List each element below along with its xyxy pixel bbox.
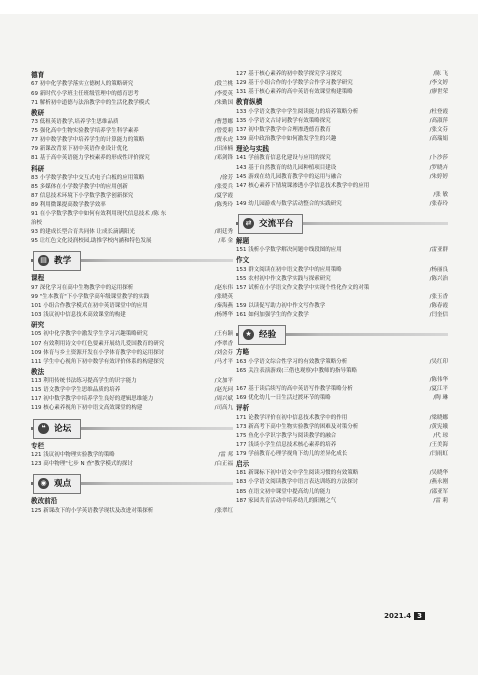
entry-title: 163 小学语文综合性学习的有效教学策略分析 [236,358,348,365]
toc-entry[interactable] [31,302,233,311]
entry-author: /徐芳 [220,174,233,181]
entry-title: 179 学前教育心理学视角下幼儿的差异化成长 [236,450,348,457]
toc-entry[interactable] [236,497,448,506]
toc-entry[interactable] [236,469,448,478]
section-banner [236,214,448,233]
entry-author: /高瑞娟 [429,135,448,142]
entry-author: /闫雨虹 [429,450,448,457]
entry-author: /李爱英 [214,90,233,97]
toc-entry[interactable] [236,423,448,432]
entry-author: /张爱兵 [214,184,233,191]
toc-entry[interactable] [31,386,233,395]
page-footer [384,612,425,620]
toc-entry[interactable] [31,237,233,246]
toc-entry[interactable] [236,358,448,367]
toc-entry[interactable] [31,127,233,136]
toc-entry[interactable] [236,302,448,311]
entry-author: /朱勤国 [214,99,233,106]
toc-entry[interactable] [236,173,448,182]
category-heading: 教法 [31,367,45,376]
toc-entry[interactable] [31,507,233,516]
entry-author: /罗晓卉 [429,164,448,171]
entry-author: /马才平 [214,358,233,365]
entry-title: 87 信息技术环境下小学数学教学创新探究 [31,193,134,200]
entry-author: /刘会芬 [214,349,233,356]
toc-entry[interactable] [31,154,233,163]
toc-entry[interactable] [31,192,233,201]
toc-entry[interactable] [236,70,448,79]
toc-entry[interactable] [236,126,448,135]
entry-author: /代 琼 [433,432,448,439]
section-banner [31,251,233,270]
entry-author: /雷 莉 [433,497,448,504]
entry-title: 143 基于自然教育的幼儿园种植项目建设 [236,164,337,171]
entry-author: /邵亚军 [429,488,448,495]
entry-author: /周兴斌 [214,396,233,403]
entry-author: /卜沙莎 [429,155,448,162]
entry-title: 99 "生本教育"下小学数学高年级课堂教学的实践 [31,293,150,300]
toc-entry[interactable] [31,201,233,210]
entry-title: 165 关注表演游戏(三借也观察)中教师的指导策略 [236,367,358,374]
entry-title: 75 强化高中生物实验教学培养学生科学素养 [31,128,139,135]
entry-title: 107 有效利用诗文中红色要素开展幼儿爱国教育的研究 [31,340,165,347]
banner-title: 教学 [54,256,72,267]
toc-entry[interactable] [236,266,448,275]
entry-title: 115 语文教学中学生思维品质的培养 [31,387,121,394]
entry-author: /廖世荣 [429,89,448,96]
entry-title: 141 学前教育信息化建设与应用的探究 [236,155,331,162]
issue-number: 2021.4 [384,612,412,620]
category-heading: 课程 [31,274,45,283]
toc-entry[interactable] [236,117,448,126]
speech-icon: ❝ [38,423,49,434]
category-heading: 解题 [236,236,250,245]
entry-author: /吴晓华 [429,470,448,477]
category-heading: 教研 [31,108,45,117]
link-icon: ⇄ [243,218,254,229]
entry-title: 105 初中化学教学中激发学生学习兴趣策略研究 [31,331,148,338]
entry-title: 133 小学语文教学中学生阅读能力的培养策略分析 [236,108,359,115]
category-heading: 教育纵横 [236,98,263,107]
entry-title: 131 基于核心素养的高中英语有效课堂构建策略 [236,89,353,96]
toc-entry[interactable] [236,284,448,293]
toc-entry[interactable] [31,136,233,145]
toc-entry[interactable] [31,358,233,367]
entry-author: /张文芬 [429,126,448,133]
entry-author: /闫奎信 [429,312,448,319]
entry-title: 93 的建成长型合育共同体 让成长滴满阳光 [31,229,135,236]
entry-title: 153 群文阅读在初中语文教学中的应用策略 [236,266,342,273]
entry-author: /文加平 [214,378,233,385]
entry-title: 79 新课改背景下初中英语作业设计优化 [31,146,128,153]
banner-title: 交流平台 [259,218,294,229]
entry-author: /高淑萍 [429,117,448,124]
entry-title: 147 核心素养下情境课渗透小学信息技术教学中的应用 [236,182,370,189]
entry-author: /邓剑锋 [214,155,233,162]
entry-title: 171 论教学评价在初中信息技术教学中的作用 [236,414,348,421]
entry-author: /陈秀玲 [214,202,233,209]
entry-author: /秦海燕 [214,302,233,309]
entry-author: /陶 琳 [433,395,448,401]
entry-author: /张翠红 [214,507,233,514]
toc-entry[interactable] [236,246,448,255]
entry-author: /夏学霞 [214,193,233,200]
toc-entry[interactable] [236,182,448,191]
banner-label-box [238,325,286,345]
entry-author: /王有颖 [214,331,233,338]
toc-entry[interactable] [236,154,448,163]
entry-title: 85 多媒体在小学数学教学中的应用创新 [31,184,128,191]
category-heading: 作文 [236,256,250,265]
toc-entry[interactable] [31,99,233,108]
entry-author: /夏江平 [429,385,448,392]
entry-author: /雷 邦 [218,451,233,458]
banner-title: 论坛 [54,423,72,434]
entry-title: 71 解析初中道德与法治教学中的生活化教学模式 [31,99,150,106]
toc-entry[interactable] [236,488,448,497]
entry-title: 183 小学语文阅读教学中语言表达训练的方法探讨 [236,479,359,486]
toc-entry[interactable] [31,210,233,219]
entry-author: /曾爱莉 [214,128,233,135]
toc-entry[interactable] [236,478,448,487]
banner-label-box [33,474,81,494]
section-banner [31,474,233,493]
banner-title: 观点 [54,479,72,490]
entry-author: /吴红印 [429,358,448,365]
entry-title: 103 浅议初中信息技术高效课堂的构建 [31,311,126,318]
entry-continuation: 治校 [31,219,43,226]
entry-author: /陈春霞 [429,303,448,310]
entry-author: /赵光珂 [214,387,233,394]
toc-entry[interactable] [31,293,233,302]
entry-author: /胡廷秀 [214,229,233,236]
toc-entry[interactable] [31,311,233,320]
toc-entry[interactable] [31,404,233,413]
banner-title: 经验 [259,330,277,341]
toc-entry[interactable] [31,395,233,404]
toc-entry[interactable] [31,284,233,293]
entry-title: 123 高中物理"七步 N 查"教学模式的探讨 [31,461,133,468]
entry-title: 137 初中数学教学中合理渗透德育教育 [236,126,331,133]
entry-author: /燕永刚 [429,479,448,486]
category-heading: 理论与实践 [236,145,269,154]
entry-title: 89 利用微课提高数学教学效率 [31,202,106,209]
toc-entry[interactable] [236,135,448,144]
entry-title: 101 小组合作教学模式在初中英语课堂中的应用 [31,302,148,309]
toc-entry[interactable] [236,441,448,450]
entry-title: 109 体育与乡土资源开发在小学体育教学中的运用探讨 [31,349,165,356]
toc-entry[interactable] [31,228,233,237]
entry-author: /张春玲 [429,200,448,207]
entry-author: /赵东伟 [214,284,233,291]
toc-entry[interactable] [31,183,233,192]
entry-title: 139 高中政治教学中如何激发学生的兴趣 [236,135,337,142]
entry-continuation: /张 敏 [433,191,448,198]
entry-continuation: /张玉香 [429,294,448,301]
entry-author: /司高九 [214,405,233,412]
entry-author: /白正福 [214,461,233,468]
book-icon: ▤ [38,255,49,266]
entry-title: 119 核心素养视角下初中语文高效课堂的构建 [31,405,143,412]
entry-author: /陈兴治 [429,275,448,282]
entry-title: 67 初中化学教学落实立德树人的策略研究 [31,81,134,88]
toc-entry[interactable] [236,367,448,376]
category-heading: 方略 [236,348,250,357]
toc-entry[interactable] [31,340,233,349]
toc-entry[interactable] [236,88,448,97]
category-heading: 教改前沿 [31,497,58,506]
toc-entry[interactable] [31,330,233,339]
entry-author: /雷亚群 [429,247,448,254]
toc-entry[interactable] [31,174,233,183]
entry-title: 181 新课标下初中语文中学生阅读习惯的有效策略 [236,470,359,477]
entry-title: 97 深化学习在高中生物教学中的运用探析 [31,284,134,291]
entry-title: 161 如何加强学生的作文教学 [236,312,309,319]
toc-entry[interactable] [31,377,233,386]
entry-author: /陈 飞 [433,71,448,77]
entry-title: 185 在语文初中课堂中提高幼儿的能力 [236,488,331,495]
entry-author: /张晓英 [214,293,233,300]
entry-author: /黄宪娥 [429,423,448,430]
entry-title: 129 基于小组合作的小学数学合作学习教学研究 [236,80,353,87]
entry-continuation: /陈伟华 [429,376,448,383]
entry-title: 111 学生中心视角下初中数学有效评价体系的构建探究 [31,358,165,365]
toc-entry[interactable] [31,349,233,358]
entry-author: /段兰桃 [214,81,233,88]
star-icon: ★ [243,329,254,340]
category-heading: 研究 [31,321,45,329]
entry-title: 155 农村初中作文教学实践与探索研究 [236,275,331,282]
toc-entry[interactable] [236,275,448,284]
toc-entry[interactable] [31,451,233,460]
right-column [236,70,448,506]
toc-entry[interactable] [236,414,448,423]
category-heading: 科研 [31,164,45,173]
section-banner [31,419,233,438]
entry-author: /朱婷婷 [429,173,448,180]
entry-author: /李翠香 [214,340,233,347]
entry-title: 121 浅议初中物理实验教学的策略 [31,451,115,458]
toc-entry[interactable] [31,80,233,89]
entry-title: 73 低租英语教学,培养学生思维品质 [31,119,119,126]
entry-author: /曹慧娜 [214,119,233,126]
section-banner [236,325,448,344]
category-heading: 专栏 [31,441,45,450]
toc-entry[interactable] [236,385,448,394]
category-heading: 德育 [31,71,45,79]
entry-title: 83 小学数学教学中交互式电子白板的应用策略 [31,174,145,181]
toc-entry[interactable] [31,145,233,154]
page-number: 3 [414,612,425,620]
entry-title: 169 优化幼儿一日生活过渡环节的策略 [236,395,331,401]
entry-title: 117 初中数学教学中培养学生良好的逻辑思维能力 [31,396,154,403]
entry-title: 77 初中数学教学中培养学生的计算能力的策略 [31,137,145,144]
category-heading: 启示 [236,459,250,468]
entry-title: 91 在小学数学教学中如何有效利用现代信息技术 [31,211,150,218]
eye-icon: ◉ [38,478,49,489]
toc-entry[interactable] [236,311,448,320]
toc-entry[interactable] [236,108,448,117]
entry-author: /贾永虎 [214,137,233,144]
toc-entry[interactable] [236,79,448,88]
entry-author: /田沛楠 [214,146,233,153]
entry-author: /梁晓娜 [429,414,448,421]
toc-entry[interactable] [236,394,448,403]
banner-label-box [33,419,81,439]
entry-title: 149 幼儿园游戏与数学活动整合的实践研究 [236,200,342,207]
entry-title: 145 游戏在幼儿园教育教学中的运用与融合 [236,173,342,180]
entry-title: 127 基于核心素养的初中数学探究学习探究 [236,71,342,77]
toc-entry[interactable] [31,90,233,99]
entry-title: 81 基于高中英语能力学校素养的形成性评价探究 [31,155,150,162]
toc-entry[interactable] [31,460,233,469]
banner-label-box [33,251,81,271]
entry-title: 159 以读促写助力初中作文写作教学 [236,303,326,310]
toc-entry[interactable] [236,432,448,441]
entry-title: 173 新高考下高中生物实验教学的困难及对策分析 [236,423,359,430]
entry-author: /杨博华 [214,311,233,318]
entry-title: 167 基于读后续写的高中英语写作教学策略分析 [236,385,353,392]
entry-title: 157 试析在小学语文作文教学中实现个性化作文的对策 [236,285,370,292]
entry-title: 135 小学语文古诗词教学有效策略探究 [236,117,331,124]
toc-entry[interactable] [236,164,448,173]
toc-entry[interactable] [31,118,233,127]
entry-author: /邓 金 [218,238,233,245]
entry-title: 95 让红色文化浸润校园,助推学校内涵和特色发展 [31,238,152,245]
toc-entry[interactable] [236,200,448,209]
left-column [31,70,233,516]
toc-entry[interactable] [236,450,448,459]
entry-title: 113 利用传统书法练习提高学生的识字能力 [31,378,137,385]
entry-title: 125 新课改下的小学英语教学现状及改进对策探析 [31,507,154,514]
category-heading: 评析 [236,404,250,413]
entry-title: 177 浅谈小学生信息技术核心素养的培养 [236,441,337,448]
entry-author: /李文婷 [429,80,448,87]
entry-title: 151 浅析小学数学解决问题中线段图的应用 [236,247,342,254]
entry-title: 69 新时代小学班主任班级管理中的德育思考 [31,90,139,97]
entry-author: /杜登霞 [429,108,448,115]
page-top-margin [0,0,478,14]
entry-author: /杨丽良 [429,266,448,273]
banner-label-box [238,214,303,234]
entry-title: 187 家园共育活动中培养幼儿的阳刚之气 [236,497,337,504]
entry-title: 175 鱼化小学识字教学与阅读教学的融合 [236,432,337,439]
entry-author: /陈 东 [151,211,167,218]
entry-author: /王美海 [429,441,448,448]
